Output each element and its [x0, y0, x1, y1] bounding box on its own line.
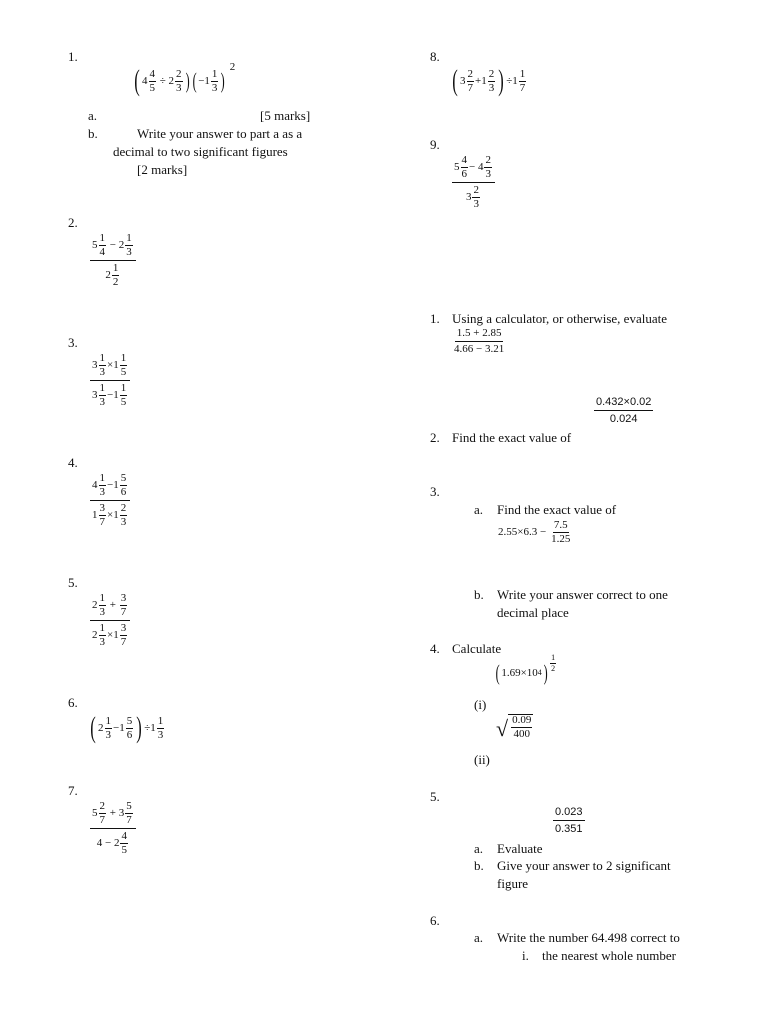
instruction-text: decimal to two significant figures	[113, 144, 288, 159]
s3-expression: 2.55×6.3 − $\frac{7.5}{1.25}$	[498, 519, 571, 545]
s2-expression: 0.432×0.02 0.024	[596, 396, 652, 425]
question-number: 4.	[430, 641, 440, 656]
s1-expression: 1.5 + 2.85 4.66 − 3.21	[454, 327, 505, 355]
question-number: 6.	[430, 913, 440, 928]
q9-expression: 5 4 6 − 4 2 3 3 2 3	[452, 155, 495, 210]
part-label: (i)	[474, 697, 487, 712]
question-number: 5.	[68, 575, 78, 590]
question-number: 3.	[68, 335, 78, 350]
part-label: b.	[474, 858, 484, 873]
question-number: 6.	[68, 695, 78, 710]
s4-power-expression: ( 1.69×10 4 ) 1 2	[495, 652, 556, 685]
s4-root-expression: √ $\frac{0.09}{400}$	[496, 714, 532, 741]
question-number: 3.	[430, 484, 440, 499]
instruction-text: decimal place	[497, 605, 569, 620]
part-label: a.	[474, 930, 484, 945]
part-label: a.	[474, 841, 484, 856]
question-number: 7.	[68, 783, 78, 798]
question-number: 2.	[68, 215, 78, 230]
instruction-text: Write the number 64.498 correct to	[497, 930, 680, 945]
question-number: 5.	[430, 789, 440, 804]
question-number: 9.	[430, 137, 440, 152]
s5-expression: 0.023 0.351	[555, 806, 583, 835]
q6-expression: ( 2 1 3 −1 5 6 ) ÷1 1 3	[90, 711, 164, 744]
marks: [2 marks]	[137, 162, 188, 177]
question-text: Using a calculator, or otherwise, evaluate	[452, 311, 667, 326]
question-text: Find the exact value of	[452, 430, 572, 445]
part-label: a.	[474, 502, 484, 517]
sub-part-label: i.	[522, 948, 529, 963]
question-number: 8.	[430, 49, 440, 64]
q8-expression: ( 3 2 7 +1 2 3 ) ÷1 1 7	[452, 64, 526, 97]
instruction-text: figure	[497, 876, 529, 891]
question-number: 4.	[68, 455, 78, 470]
question-text: Calculate	[452, 641, 502, 656]
q4-expression: 4 1 3 −1 5 6 1 3 7 ×1 2 3	[90, 473, 130, 528]
marks: [5 marks]	[260, 108, 311, 123]
instruction-text: Write your answer correct to one	[497, 587, 668, 602]
q2-expression: 5 1 4 − 2 1 3 2 1 2	[90, 233, 136, 288]
question-text: Find the exact value of	[497, 502, 617, 517]
part-label: (ii)	[474, 752, 490, 767]
part-label: b.	[88, 126, 98, 141]
q7-expression: 5 2 7 + 3 5 7 4 − 2 4 5	[90, 801, 136, 856]
instruction-text: Write your answer to part a as a	[137, 126, 303, 141]
instruction-text: Evaluate	[497, 841, 543, 856]
question-number: 2.	[430, 430, 440, 445]
q3-expression: 3 1 3 ×1 1 5 3 1 3 −1 1 5	[90, 353, 130, 408]
instruction-text: the nearest whole number	[542, 948, 676, 963]
question-number: 1.	[68, 49, 78, 64]
part-label: b.	[474, 587, 484, 602]
q5-expression: 2 1 3 + 3 7 2 1 3 ×1 3 7	[90, 593, 130, 648]
question-number: 1.	[430, 311, 440, 326]
instruction-text: Give your answer to 2 significant	[497, 858, 671, 873]
part-label: a.	[88, 108, 98, 123]
q1-expression: ( 4 $\frac{4}{5}$ ÷ 2 2 3 ) ( −1 1 3 ) 2	[134, 60, 236, 97]
